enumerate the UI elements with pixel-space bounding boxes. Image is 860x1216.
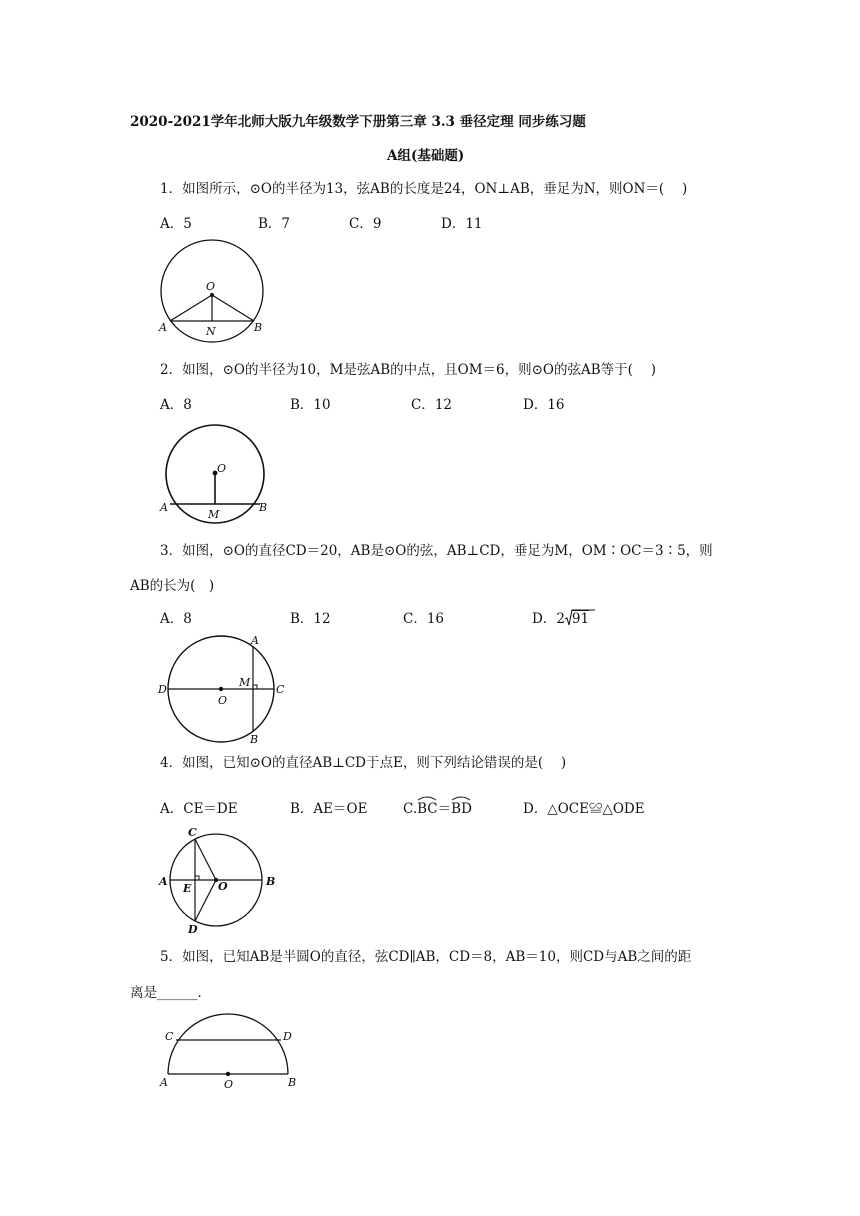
option-c-prefix: C.: [403, 801, 418, 817]
question-1-option-c[interactable]: C．9: [349, 216, 382, 232]
question-3-option-a[interactable]: A．8: [160, 611, 192, 627]
label-e: E: [183, 882, 192, 895]
center-point: [219, 687, 223, 691]
label-d: D: [158, 683, 167, 696]
label-c: C: [188, 826, 197, 839]
question-2-figure: [155, 425, 285, 530]
arc-bc: BC: [417, 800, 438, 818]
label-b: B: [250, 733, 259, 746]
option-d-radicand: 91: [571, 611, 590, 627]
label-d: D: [283, 1030, 292, 1043]
label-a: A: [159, 875, 168, 888]
label-o: O: [206, 280, 216, 293]
question-2-stem: 2．如图，⊙O的半径为10，M是弦AB的中点，且OM＝6，则⊙O的弦AB等于( ): [160, 362, 656, 378]
label-a: A: [160, 1076, 168, 1089]
segment-oc: [195, 839, 216, 880]
question-2-option-b[interactable]: B．10: [290, 397, 331, 413]
question-3-stem-line2: AB的长为( ): [130, 578, 215, 594]
question-4-option-a[interactable]: A．CE＝DE: [160, 801, 238, 817]
option-c-equals: ＝: [437, 801, 452, 817]
label-b: B: [254, 321, 263, 334]
question-1-option-b[interactable]: B．7: [258, 216, 291, 232]
question-3-option-d[interactable]: [532, 610, 589, 628]
question-3-figure: [155, 633, 300, 748]
option-d-coefficient: D．2: [532, 611, 565, 627]
question-3-option-b[interactable]: B．12: [290, 611, 331, 627]
label-c: C: [276, 683, 285, 696]
question-1-stem: 1．如图所示，⊙O的半径为13，弦AB的长度是24，ON⊥AB，垂足为N，则ON＝( ): [160, 181, 688, 197]
question-1-option-a[interactable]: A．5: [160, 216, 192, 232]
question-5-stem-line2: 离是______．: [130, 985, 211, 1001]
question-4-option-b[interactable]: B．AE＝OE: [290, 801, 368, 817]
label-o: O: [217, 462, 227, 475]
center-point: [226, 1072, 230, 1076]
question-2-option-d[interactable]: D．16: [523, 397, 565, 413]
label-a: A: [160, 501, 168, 514]
label-m: M: [239, 676, 251, 689]
label-b: B: [288, 1076, 297, 1089]
segment-od: [195, 880, 216, 921]
center-point: [210, 293, 214, 297]
question-4-option-c[interactable]: [403, 800, 472, 818]
segment-oa: [170, 295, 212, 321]
label-b: B: [266, 875, 276, 888]
sqrt-sign: [565, 610, 589, 628]
label-o: O: [218, 694, 228, 707]
semicircle-o: [168, 1014, 288, 1074]
page-title: 2020-2021学年北师大版九年级数学下册第三章 3.3 垂径定理 同步练习题: [130, 114, 586, 130]
segment-ob: [212, 295, 254, 321]
label-d: D: [188, 923, 198, 936]
label-o: O: [224, 1078, 234, 1091]
question-4-stem: 4．如图，已知⊙O的直径AB⊥CD于点E，则下列结论错误的是( ): [160, 755, 567, 771]
question-4-figure: [155, 825, 280, 937]
section-heading: A组(基础题): [387, 148, 465, 164]
label-a: A: [159, 321, 167, 334]
question-2-option-a[interactable]: A．8: [160, 397, 192, 413]
question-4-option-d[interactable]: D．△OCE≌△ODE: [523, 801, 645, 817]
label-o: O: [218, 880, 228, 893]
label-m: M: [208, 508, 220, 521]
question-1-figure: [150, 240, 280, 350]
arc-bd: BD: [451, 800, 472, 818]
label-a: A: [251, 634, 259, 647]
question-1-option-d[interactable]: D．11: [441, 216, 483, 232]
question-5-stem-line1: 5．如图，已知AB是半圆O的直径，弦CD∥AB，CD＝8，AB＝10，则CD与AB之间的距: [160, 949, 692, 965]
label-b: B: [259, 501, 268, 514]
label-n: N: [206, 325, 216, 338]
question-3-option-c[interactable]: C．16: [403, 611, 445, 627]
question-2-option-c[interactable]: C．12: [411, 397, 453, 413]
label-c: C: [165, 1030, 174, 1043]
question-5-figure: [155, 1010, 310, 1095]
question-3-stem-line1: 3．如图，⊙O的直径CD＝20，AB是⊙O的弦，AB⊥CD，垂足为M，OM∶OC＝3∶5，则: [160, 543, 713, 559]
